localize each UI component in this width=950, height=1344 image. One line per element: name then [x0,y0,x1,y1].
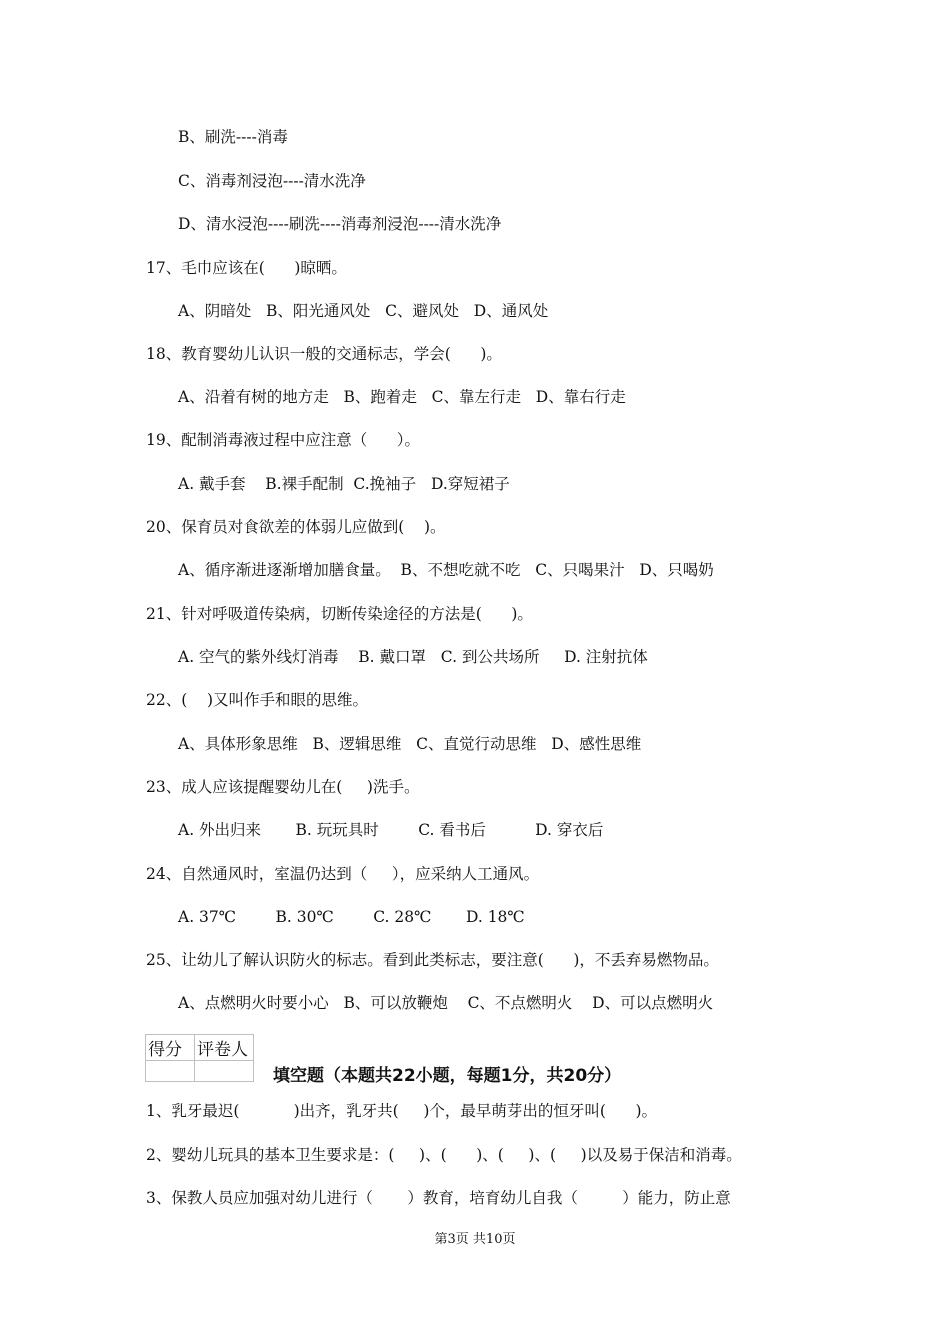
option-line: A. 戴手套 B.裸手配制 C.挽袖子 D.穿短裙子 [178,475,510,493]
page-footer: 第3页 共10页 [434,1232,516,1247]
option-line: A. 外出归来 B. 玩玩具时 C. 看书后 D. 穿衣后 [178,821,604,839]
option-line: A、点燃明火时要小心 B、可以放鞭炮 C、不点燃明火 D、可以点燃明火 [178,994,714,1012]
option-line: A、循序渐进逐渐增加膳食量。 B、不想吃就不吃 C、只喝果汁 D、只喝奶 [178,561,714,579]
question-line: 20、保育员对食欲差的体弱儿应做到( )。 [146,518,446,536]
question-line: 21、针对呼吸道传染病，切断传染途径的方法是( )。 [146,605,533,623]
grader-label: 评卷人 [195,1035,254,1061]
question-line: 18、教育婴幼儿认识一般的交通标志，学会( )。 [146,345,502,363]
question-line: 24、自然通风时，室温仍达到（ ），应采纳人工通风。 [146,865,540,883]
option-line: A. 空气的紫外线灯消毒 B. 戴口罩 C. 到公共场所 D. 注射抗体 [178,648,648,666]
fill-blank-line: 2、婴幼儿玩具的基本卫生要求是：( )、( )、( )、( )以及易于保洁和消毒。 [146,1146,742,1164]
option-line: A. 37℃ B. 30℃ C. 28℃ D. 18℃ [178,908,525,926]
option-line: A、阴暗处 B、阳光通风处 C、避风处 D、通风处 [178,302,549,320]
grader-cell [195,1061,254,1082]
question-line: 22、( )又叫作手和眼的思维。 [146,691,369,709]
fill-blank-line: 1、乳牙最迟( )出齐，乳牙共( )个，最早萌芽出的恒牙叫( )。 [146,1102,658,1120]
score-table [145,1034,254,1082]
question-line: 25、让幼儿了解认识防火的标志。看到此类标志，要注意( )，不丢弃易燃物品。 [146,951,719,969]
option-line: B、刷洗----消毒 [178,128,288,146]
option-line: A、沿着有树的地方走 B、跑着走 C、靠左行走 D、靠右行走 [178,388,626,406]
option-line: D、清水浸泡----刷洗----消毒剂浸泡----清水洗净 [178,215,502,233]
option-line: C、消毒剂浸泡----清水洗净 [178,172,366,190]
question-line: 19、配制消毒液过程中应注意（ ）。 [146,431,421,449]
section-title: 填空题（本题共22小题，每题1分，共20分） [273,1066,622,1086]
option-line: A、具体形象思维 B、逻辑思维 C、直觉行动思维 D、感性思维 [178,735,642,753]
score-label: 得分 [146,1035,195,1061]
fill-blank-line: 3、保教人员应加强对幼儿进行（ ）教育，培育幼儿自我（ ）能力，防止意 [146,1189,731,1207]
question-line: 23、成人应该提醒婴幼儿在( )洗手。 [146,778,420,796]
score-cell [146,1061,195,1082]
question-line: 17、毛巾应该在( )晾晒。 [146,259,347,277]
